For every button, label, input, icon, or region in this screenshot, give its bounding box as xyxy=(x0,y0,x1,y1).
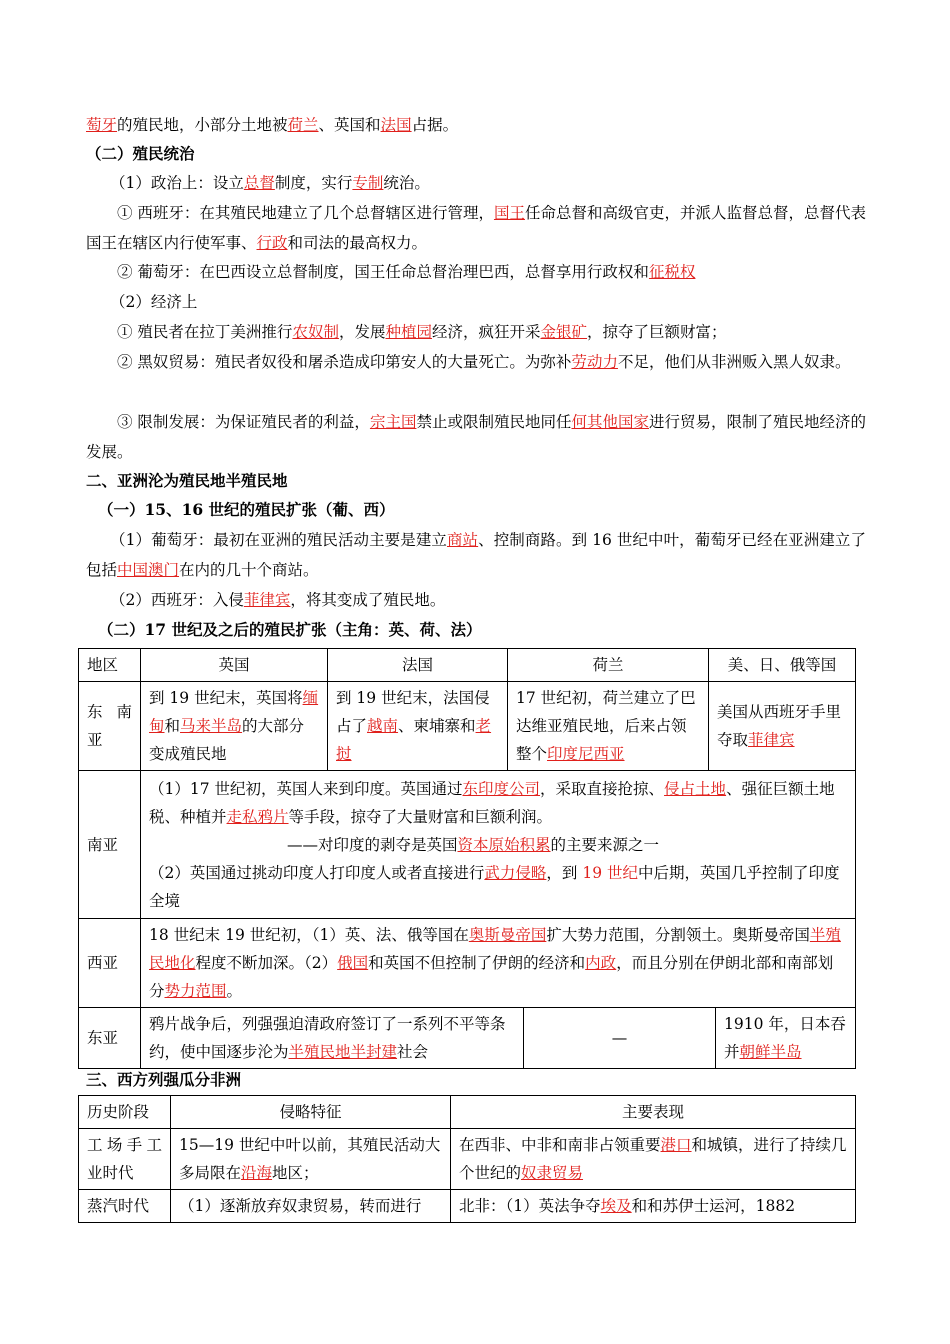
workshop-feature-cell: 15—19 世纪中叶以前，其殖民活动大多局限在沿海地区； xyxy=(171,1129,451,1190)
political-paragraph: （1）政治上：设立总督制度，实行专制统治。 xyxy=(110,174,430,192)
table-row-west-asia xyxy=(79,919,856,1008)
header-france: 法国 xyxy=(328,649,508,682)
asia-portugal-paragraph: （1）葡萄牙：最初在亚洲的殖民活动主要是建立商站、控制商路。到 16 世纪中叶，葡萄牙已经在亚洲建立了包括中国澳门在内的几十个商站。 xyxy=(86,531,866,579)
stage-workshop-era: 工场手工业时代 xyxy=(79,1129,171,1190)
region-west-asia: 西亚 xyxy=(79,919,141,1008)
table-row-east-asia xyxy=(79,1008,856,1069)
south-asia-point-2: （2）英国通过挑动印度人打印度人或者直接进行武力侵略，到 19 世纪中后期，英国几乎控制了印度全境 xyxy=(149,863,840,910)
region-south-asia: 南亚 xyxy=(79,771,141,919)
table-header-row xyxy=(79,649,856,682)
stage-steam-era: 蒸汽时代 xyxy=(79,1190,171,1223)
economic-heading: （2）经济上 xyxy=(110,293,198,311)
economic-paragraph-2: ② 黑奴贸易：殖民者奴役和屠杀造成印第安人的大量死亡。为弥补劳动力不足，他们从非洲贩入黑人奴隶。 xyxy=(117,353,851,371)
header-feature: 侵略特征 xyxy=(171,1096,451,1129)
header-others: 美、日、俄等国 xyxy=(709,649,856,682)
portugal-rule-paragraph: ② 葡萄牙：在巴西设立总督制度，国王任命总督治理巴西，总督享用行政权和征税权 xyxy=(117,263,696,281)
header-performance: 主要表现 xyxy=(451,1096,856,1129)
part-two-heading: 二、亚洲沦为殖民地半殖民地 xyxy=(86,471,288,490)
east-asia-netherlands: — xyxy=(524,1008,716,1068)
table-row-workshop-era xyxy=(79,1129,856,1190)
sea-netherlands-cell: 17 世纪初，荷兰建立了巴达维亚殖民地，后来占领整个印度尼西亚 xyxy=(508,682,709,771)
subsection-heading-17c: （二）17 世纪及之后的殖民扩张（主角：英、荷、法） xyxy=(98,620,482,639)
south-asia-point-1: （1）17 世纪初，英国人来到印度。英国通过东印度公司，采取直接抢掠、侵占土地、强征巨额土地税、种植并走私鸦片等手段，掠夺了大量财富和巨额利润。 xyxy=(149,779,835,826)
economic-paragraph-3: ③ 限制发展：为保证殖民者的利益，宗主国禁止或限制殖民地同任何其他国家进行贸易，限制了殖民地经济的发展。 xyxy=(86,413,866,461)
east-asia-split xyxy=(141,1008,855,1068)
steam-feature-cell: （1）逐渐放弃奴隶贸易，转而进行 xyxy=(171,1190,451,1223)
workshop-performance-cell: 在西非、中非和南非占领重要港口和城镇，进行了持续几个世纪的奴隶贸易 xyxy=(451,1129,856,1190)
subsection-heading-15-16c: （一）15、16 世纪的殖民扩张（葡、西） xyxy=(98,500,395,519)
header-region: 地区 xyxy=(79,649,141,682)
header-stage: 历史阶段 xyxy=(79,1096,171,1129)
table-row-southeast-asia xyxy=(79,682,856,771)
table-row-south-asia xyxy=(79,771,856,919)
header-netherlands: 荷兰 xyxy=(508,649,709,682)
sea-others-cell: 美国从西班牙手里夺取菲律宾 xyxy=(709,682,856,771)
region-southeast-asia: 东 南 亚 xyxy=(79,682,141,771)
africa-partition-table xyxy=(78,1095,856,1223)
west-asia-content-cell: 18 世纪末 19 世纪初，（1）英、法、俄等国在奥斯曼帝国扩大势力范围，分割领土。奥斯曼帝国半殖民地化程度不断加深。（2）俄国和英国不但控制了伊朗的经济和内政，而且分别在伊朗北部和南部划分势力范围。 xyxy=(141,919,856,1008)
spain-rule-paragraph: ① 西班牙：在其殖民地建立了几个总督辖区进行管理，国王任命总督和高级官吏，并派人监督总督，总督代表国王在辖区内行使军事、行政和司法的最高权力。 xyxy=(86,204,866,252)
south-asia-content-cell xyxy=(141,771,856,919)
intro-paragraph: 萄牙的殖民地，小部分土地被荷兰、英国和法国占据。 xyxy=(86,116,459,134)
asia-expansion-table xyxy=(78,648,856,1069)
section-heading-colonial-rule: （二）殖民统治 xyxy=(86,144,195,163)
table-header-row xyxy=(79,1096,856,1129)
east-asia-others: 1910 年，日本吞并朝鲜半岛 xyxy=(724,1015,846,1061)
economic-paragraph-1: ① 殖民者在拉丁美洲推行农奴制，发展种植园经济，疯狂开采金银矿，掠夺了巨额财富； xyxy=(117,323,727,341)
steam-performance-cell: 北非：（1）英法争夺埃及和和苏伊士运河，1882 xyxy=(451,1190,856,1223)
sea-france-cell: 到 19 世纪末，法国侵占了越南、柬埔寨和老挝 xyxy=(328,682,508,771)
header-britain: 英国 xyxy=(141,649,328,682)
south-asia-note: ——对印度的剥夺是英国资本原始积累的主要来源之一 xyxy=(287,835,660,854)
table-row-steam-era xyxy=(79,1190,856,1223)
region-east-asia: 东亚 xyxy=(79,1008,141,1069)
east-asia-main: 鸦片战争后，列强强迫清政府签订了一系列不平等条约，使中国逐步沦为半殖民地半封建社会 xyxy=(141,1008,524,1068)
asia-spain-paragraph: （2）西班牙：入侵菲律宾，将其变成了殖民地。 xyxy=(110,591,446,609)
east-asia-content-cell xyxy=(141,1008,856,1069)
part-three-heading: 三、西方列强瓜分非洲 xyxy=(86,1070,242,1089)
sea-britain-cell: 到 19 世纪末，英国将缅甸和马来半岛的大部分变成殖民地 xyxy=(141,682,328,771)
